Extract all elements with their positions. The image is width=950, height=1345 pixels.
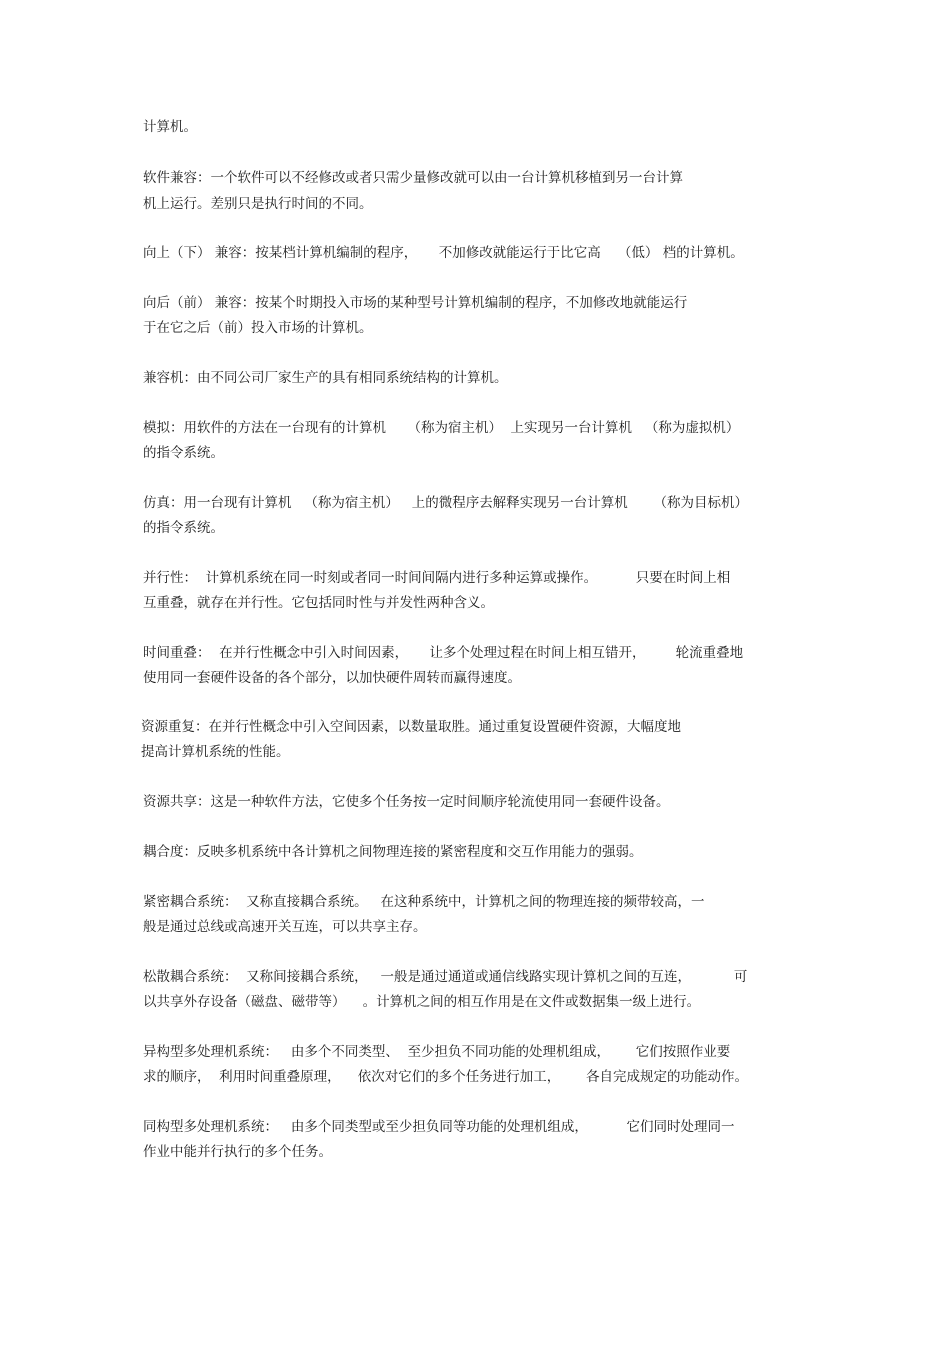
- compatible-machine-line: 兼容机：由不同公司厂家生产的具有相同系统结构的计算机。: [143, 370, 508, 386]
- backward-compat-line-2: 于在它之后（前）投入市场的计算机。: [143, 320, 373, 336]
- software-compat-line-1: 软件兼容：一个软件可以不经修改或者只需少量修改就可以由一台计算机移植到另一台计算: [143, 170, 683, 186]
- backward-compat-line-1: 向后（前） 兼容：按某个时期投入市场的某种型号计算机编制的程序，不加修改地就能运行: [143, 295, 688, 311]
- upward-compat-line: 向上（下） 兼容：按某档计算机编制的程序， 不加修改就能运行于比它高 （低） 档的计算机。: [143, 245, 744, 261]
- time-overlap-line-2: 使用同一套硬件设备的各个部分，以加快硬件周转而赢得速度。: [143, 670, 521, 686]
- resource-repeat-line-1: 资源重复：在并行性概念中引入空间因素，以数量取胜。通过重复设置硬件资源，大幅度地: [141, 719, 681, 735]
- coupling-degree-line: 耦合度：反映多机系统中各计算机之间物理连接的紧密程度和交互作用能力的强弱。: [143, 844, 643, 860]
- homogeneous-mp-line-1: 同构型多处理机系统： 由多个同类型或至少担负同等功能的处理机组成， 它们同时处理同一: [143, 1119, 735, 1135]
- heterogeneous-mp-line-2: 求的顺序， 利用时间重叠原理， 依次对它们的多个任务进行加工， 各自完成规定的功能动作。: [143, 1069, 748, 1085]
- loosely-coupled-line-2: 以共享外存设备（磁盘、磁带等） 。计算机之间的相互作用是在文件或数据集一级上进行。: [143, 994, 701, 1010]
- parallelism-line-2: 互重叠，就存在并行性。它包括同时性与并发性两种含义。: [143, 595, 494, 611]
- simulation-line-2: 的指令系统。: [143, 445, 224, 461]
- software-compat-line-2: 机上运行。差别只是执行时间的不同。: [143, 196, 373, 212]
- loosely-coupled-line-1: 松散耦合系统： 又称间接耦合系统， 一般是通过通道或通信线路实现计算机之间的互连， 可: [143, 969, 748, 985]
- emulation-line-2: 的指令系统。: [143, 520, 224, 536]
- tightly-coupled-line-1: 紧密耦合系统： 又称直接耦合系统。 在这种系统中，计算机之间的物理连接的频带较高，一: [143, 894, 705, 910]
- tightly-coupled-line-2: 般是通过总线或高速开关互连，可以共享主存。: [143, 919, 427, 935]
- resource-repeat-line-2: 提高计算机系统的性能。: [141, 744, 290, 760]
- simulation-line-1: 模拟：用软件的方法在一台现有的计算机 （称为宿主机） 上实现另一台计算机 （称为虚拟机）: [143, 420, 740, 436]
- emulation-line-1: 仿真：用一台现有计算机 （称为宿主机） 上的微程序去解释实现另一台计算机 （称为目标机）: [143, 495, 748, 511]
- homogeneous-mp-line-2: 作业中能并行执行的多个任务。: [143, 1144, 332, 1160]
- parallelism-line-1: 并行性： 计算机系统在同一时刻或者同一时间间隔内进行多种运算或操作。 只要在时间上相: [143, 570, 731, 586]
- heterogeneous-mp-line-1: 异构型多处理机系统： 由多个不同类型、 至少担负不同功能的处理机组成， 它们按照作业要: [143, 1044, 731, 1060]
- text-line: 计算机。: [143, 119, 197, 135]
- resource-sharing-line: 资源共享：这是一种软件方法，它使多个任务按一定时间顺序轮流使用同一套硬件设备。: [143, 794, 670, 810]
- time-overlap-line-1: 时间重叠： 在并行性概念中引入时间因素， 让多个处理过程在时间上相互错开， 轮流重叠地: [143, 645, 744, 661]
